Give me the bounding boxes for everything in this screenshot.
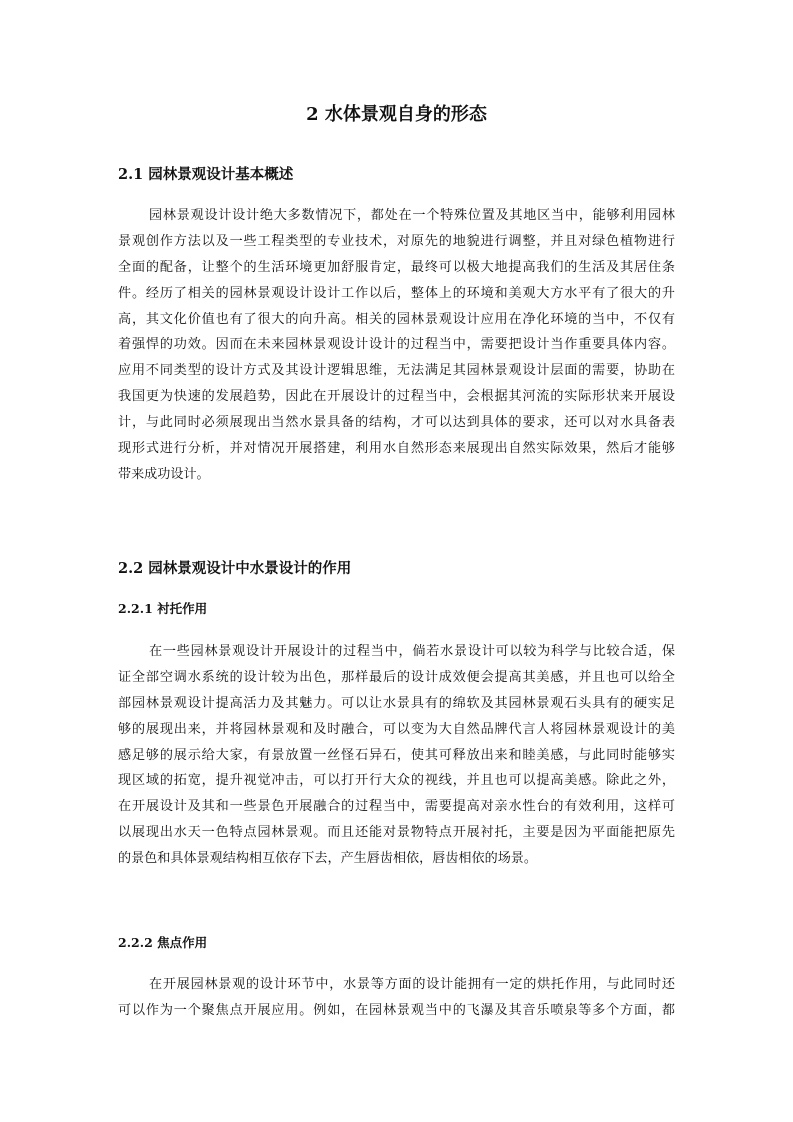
paragraph-line: 在开展设计及其和一些景色开展融合的过程当中，需要提高对亲水性台的有效利用，这样可 — [118, 799, 675, 815]
paragraph-line: 我国更为快速的发展趋势，因此在开展设计的过程当中，会根据其河流的实际形状来开展设 — [118, 389, 675, 405]
paragraph-line: 在开展园林景观的设计环节中，水景等方面的设计能拥有一定的烘托作用，与此同时还 — [149, 977, 675, 992]
paragraph-line: 园林景观设计设计绝大多数情况下，都处在一个特殊位置及其地区当中，能够利用园林 — [149, 208, 675, 223]
paragraph-line: 的景色和具体景观结构相互依存下去，产生唇齿相依，唇齿相依的场景。 — [118, 851, 537, 867]
subsection-heading-2-2-1: 2.2.1 衬托作用 — [118, 601, 208, 616]
subsection-heading-2-2-2: 2.2.2 焦点作用 — [118, 935, 208, 950]
paragraph-line: 现形式进行分析，并对情况开展搭建，利用水自然形态来展现出自然实际效果，然后才能够 — [118, 441, 675, 457]
section-heading-2-2: 2.2 园林景观设计中水景设计的作用 — [118, 560, 352, 577]
paragraph-line: 带来成功设计。 — [118, 466, 210, 482]
section-2-2-1-paragraph — [118, 639, 675, 872]
paragraph-line: 件。经历了相关的园林景观设计设计工作以后，整体上的环境和美观大方水平有了很大的升 — [118, 285, 675, 301]
paragraph-line: 以展现出水天一色特点园林景观。而且还能对景物特点开展衬托，主要是因为平面能把原先 — [118, 825, 675, 841]
paragraph-line: 在一些园林景观设计开展设计的过程当中，倘若水景设计可以较为科学与比较合适，保 — [149, 644, 675, 659]
paragraph-line: 着强悍的功效。因而在未来园林景观设计设计的过程当中，需要把设计当作重要具体内容。 — [118, 337, 675, 353]
chapter-title: 2 水体景观自身的形态 — [306, 104, 487, 125]
paragraph-line: 全面的配备，让整个的生活环境更加舒服肯定，最终可以极大地提高我们的生活及其居住条 — [118, 259, 675, 275]
paragraph-line: 现区域的拓宽，提升视觉冲击，可以打开行大众的视线，并且也可以提高美感。除此之外， — [118, 773, 675, 789]
paragraph-line: 可以作为一个聚焦点开展应用。例如，在园林景观当中的飞瀑及其音乐喷泉等多个方面，都 — [118, 1002, 675, 1018]
paragraph-line: 计，与此同时必须展现出当然水景具备的结构，才可以达到具体的要求，还可以对水具备表 — [118, 415, 675, 431]
paragraph-line: 景观创作方法以及一些工程类型的专业技术，对原先的地貌进行调整，并且对绿色植物进行 — [118, 233, 675, 249]
paragraph-line: 够的展现出来，并将园林景观和及时融合，可以变为大自然品牌代言人将园林景观设计的美 — [118, 721, 675, 737]
paragraph-line: 感足够的展示给大家，有景放置一丝怪石异石，使其可释放出来和睦美感，与此同时能够实 — [118, 747, 675, 763]
paragraph-line: 证全部空调水系统的设计较为出色，那样最后的设计成效便会提高其美感，并且也可以给全 — [118, 669, 675, 685]
paragraph-line: 应用不同类型的设计方式及其设计逻辑思维，无法满足其园林景观设计层面的需要，协助在 — [118, 363, 675, 379]
section-heading-2-1: 2.1 园林景观设计基本概述 — [118, 166, 294, 183]
section-2-2-2-paragraph — [118, 972, 675, 1024]
section-2-1-paragraph — [118, 203, 675, 488]
paragraph-line: 高，其文化价值也有了很大的向升高。相关的园林景观设计应用在净化环境的当中，不仅有 — [118, 311, 675, 327]
paragraph-line: 部园林景观设计提高活力及其魅力。可以让水景具有的绵软及其园林景观石头具有的硬实足 — [118, 695, 675, 711]
